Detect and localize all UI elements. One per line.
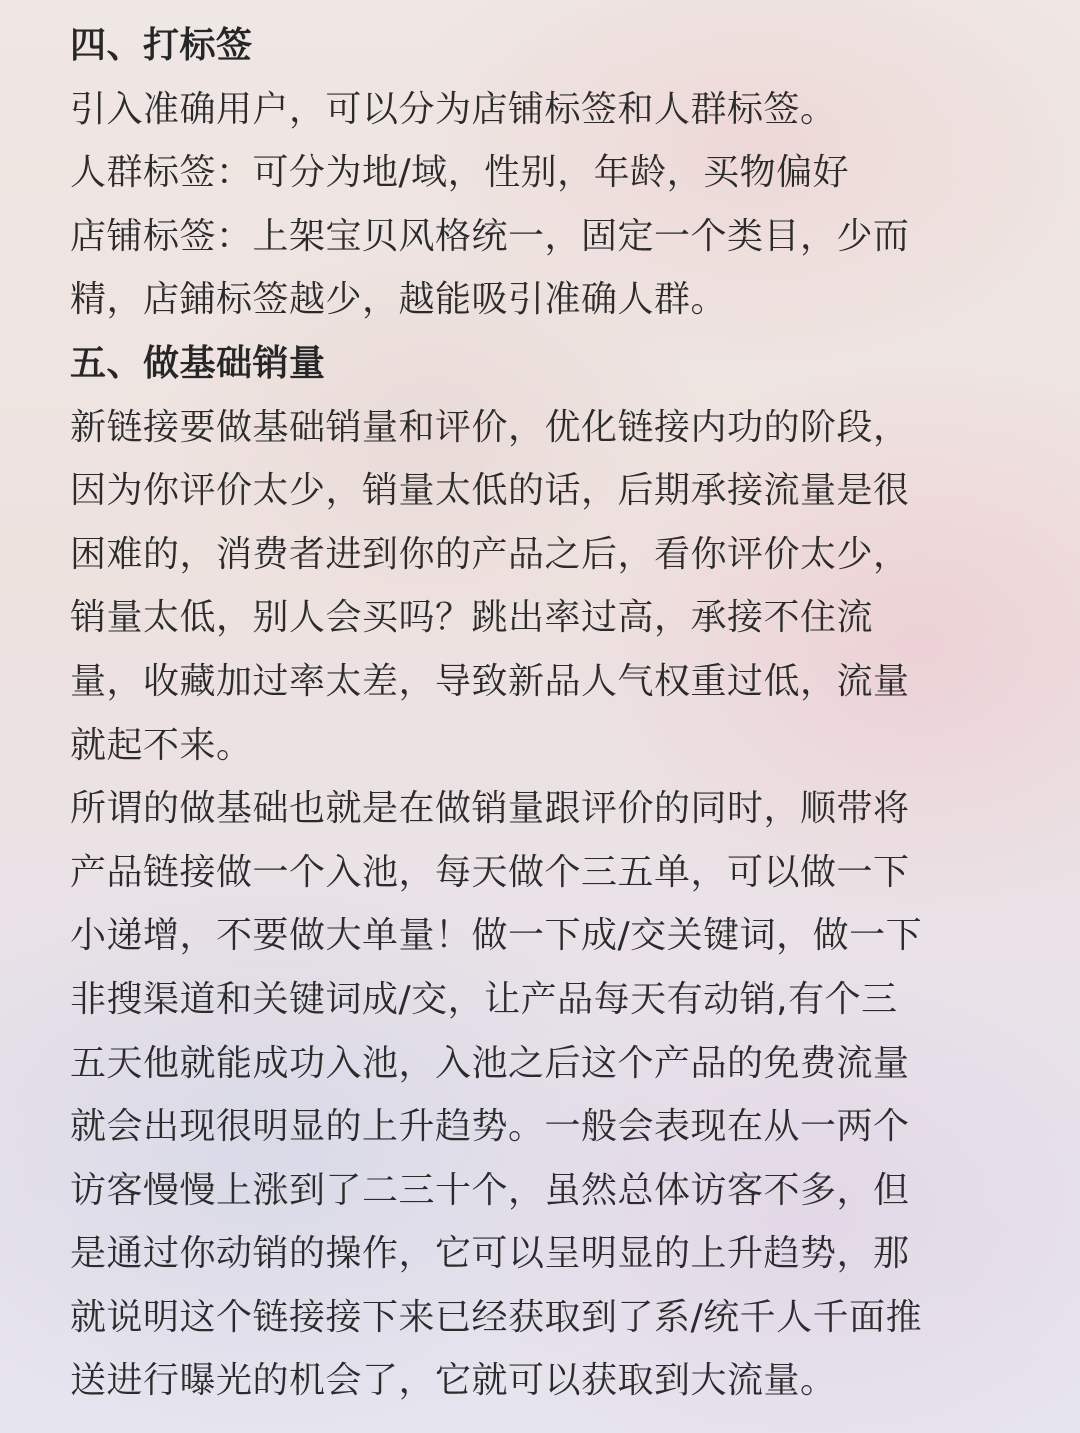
paragraph-line: 就会出现很明显的上升趋势。一般会表现在从一两个 xyxy=(70,1106,910,1148)
paragraph-line: 人群标签：可分为地/域，性别，年龄，买物偏好 xyxy=(70,152,850,194)
paragraph-line: 引入准确用户，可以分为店铺标签和人群标签。 xyxy=(70,88,837,130)
paragraph-line: 五天他就能成功入池，入池之后这个产品的免费流量 xyxy=(70,1042,910,1084)
paragraph-line: 就说明这个链接接下来已经获取到了系/统千人千面推 xyxy=(70,1296,923,1338)
paragraph-line: 所谓的做基础也就是在做销量跟评价的同时，顺带将 xyxy=(70,788,910,830)
paragraph-line: 量，收藏加过率太差，导致新品人气权重过低，流量 xyxy=(70,660,910,702)
paragraph-line: 就起不来。 xyxy=(70,724,253,766)
paragraph-line: 精，店鋪标签越少，越能吸引准确人群。 xyxy=(70,279,728,321)
paragraph-line: 访客慢慢上涨到了二三十个，虽然总体访客不多，但 xyxy=(70,1169,910,1211)
paragraph-line: 新链接要做基础销量和评价，优化链接内功的阶段， xyxy=(70,406,910,448)
paragraph-line: 困难的，消费者进到你的产品之后，看你评价太少， xyxy=(70,533,910,575)
paragraph-line: 小递增，不要做大单量！做一下成/交关键词，做一下 xyxy=(70,915,923,957)
paragraph-line: 销量太低，别人会买吗？跳出率过高，承接不住流 xyxy=(70,597,874,639)
section-heading-tags: 四、打标签 xyxy=(70,25,253,66)
paragraph-line: 送进行曝光的机会了，它就可以获取到大流量。 xyxy=(70,1360,837,1402)
paragraph-line: 是通过你动销的操作，它可以呈明显的上升趋势，那 xyxy=(70,1233,910,1275)
article-body xyxy=(70,14,1060,1413)
paragraph-line: 因为你评价太少，销量太低的话，后期承接流量是很 xyxy=(70,470,910,512)
paragraph-line: 产品链接做一个入池，每天做个三五单，可以做一下 xyxy=(70,851,910,893)
section-heading-base-sales: 五、做基础销量 xyxy=(70,342,326,384)
paragraph-line: 非搜渠道和关键词成/交，让产品每天有动销,有个三 xyxy=(70,978,898,1020)
paragraph-line: 店铺标签：上架宝贝风格统一，固定一个类目，少而 xyxy=(70,215,910,257)
